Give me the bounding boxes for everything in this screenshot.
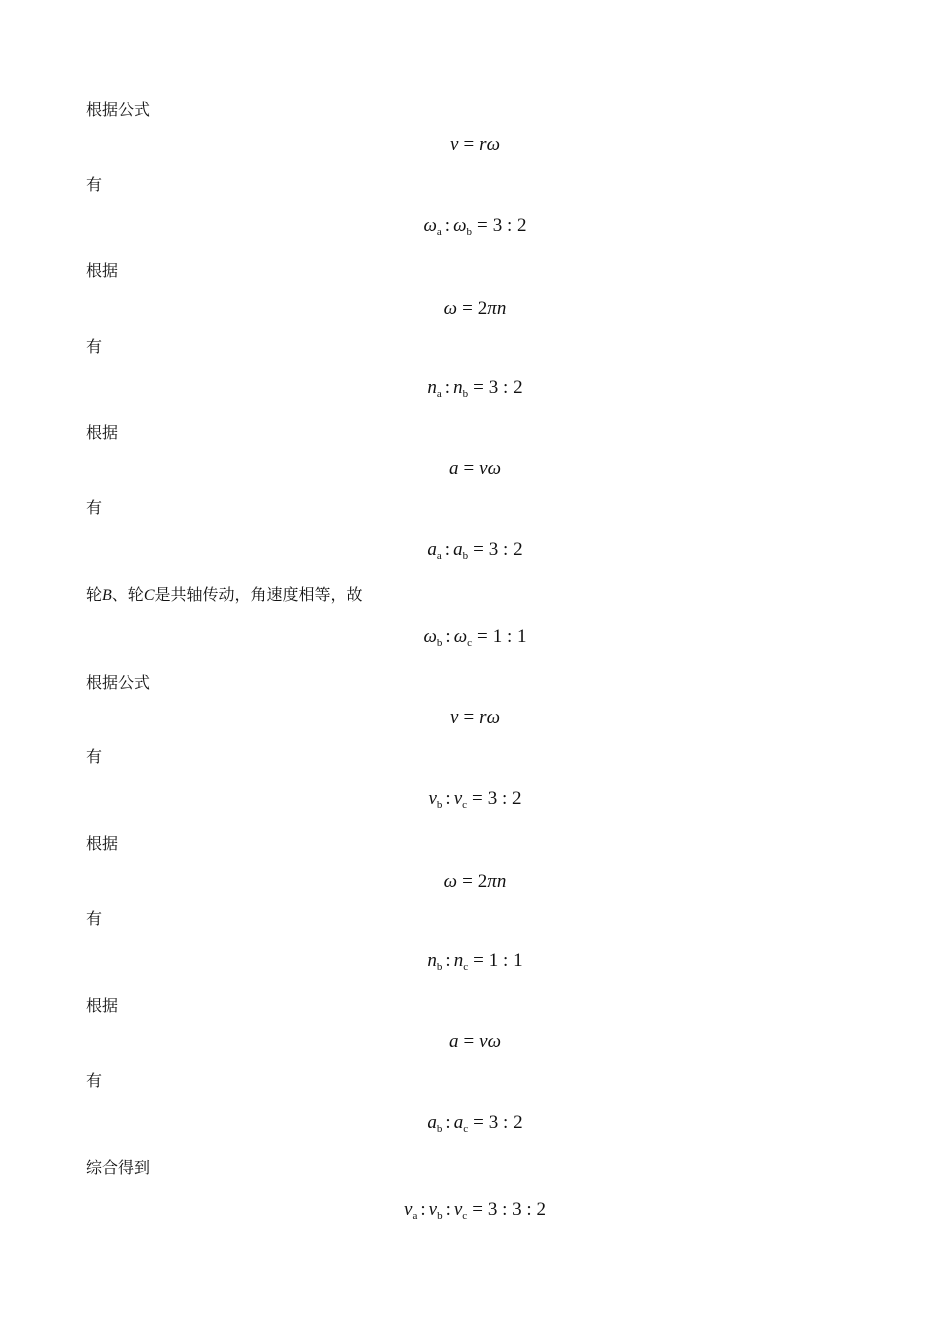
equation-v-r-omega-2: v = rω <box>450 707 500 728</box>
equation-omega-2pi-n: ω = 2πn <box>443 298 507 319</box>
equation-v-ratio-abc: $v_a$ : $v_b$ : $v_c = 3$ : 3 : 2 <box>404 1199 546 1222</box>
equation-omega-2pi-n-2: ω = 2πn <box>443 871 507 892</box>
text-line: 有 <box>86 498 103 517</box>
text-line: 有 <box>86 747 103 766</box>
text-line-coaxial: 轮B、轮C是共轴传动，角速度相等，故 <box>86 585 363 604</box>
equation-omega-ratio-ab: $\omega_a$ : $\omega_b = 3$ : 2 <box>423 215 527 238</box>
text-line: 根据 <box>86 834 119 853</box>
text-line: 有 <box>86 909 103 928</box>
text-line: 综合得到 <box>86 1158 151 1177</box>
equation-a-v-omega: a = vω <box>448 458 502 479</box>
equation-n-ratio-bc: $n_b$ : $n_c = 1$ : 1 <box>427 950 523 973</box>
equation-omega-ratio-bc: $\omega_b$ : $\omega_c = 1$ : 1 <box>423 626 527 649</box>
equation-v-ratio-bc: $v_b$ : $v_c = 3$ : 2 <box>428 788 522 811</box>
text-line: 有 <box>86 175 103 194</box>
text-line: 根据公式 <box>86 673 151 692</box>
equation-v-r-omega: v = rω <box>450 134 500 155</box>
text-line: 根据 <box>86 261 119 280</box>
equation-n-ratio-ab: $n_a$ : $n_b = 3$ : 2 <box>427 377 523 400</box>
equation-a-ratio-ab: $a_a$ : $a_b = 3$ : 2 <box>427 539 523 562</box>
text-line: 根据 <box>86 996 119 1015</box>
text-line: 有 <box>86 337 103 356</box>
text-line: 根据 <box>86 423 119 442</box>
equation-a-v-omega-2: a = vω <box>448 1031 502 1052</box>
text-line: 有 <box>86 1071 103 1090</box>
equation-a-ratio-bc: $a_b$ : $a_c = 3$ : 2 <box>427 1112 523 1135</box>
text-line: 根据公式 <box>86 100 151 119</box>
